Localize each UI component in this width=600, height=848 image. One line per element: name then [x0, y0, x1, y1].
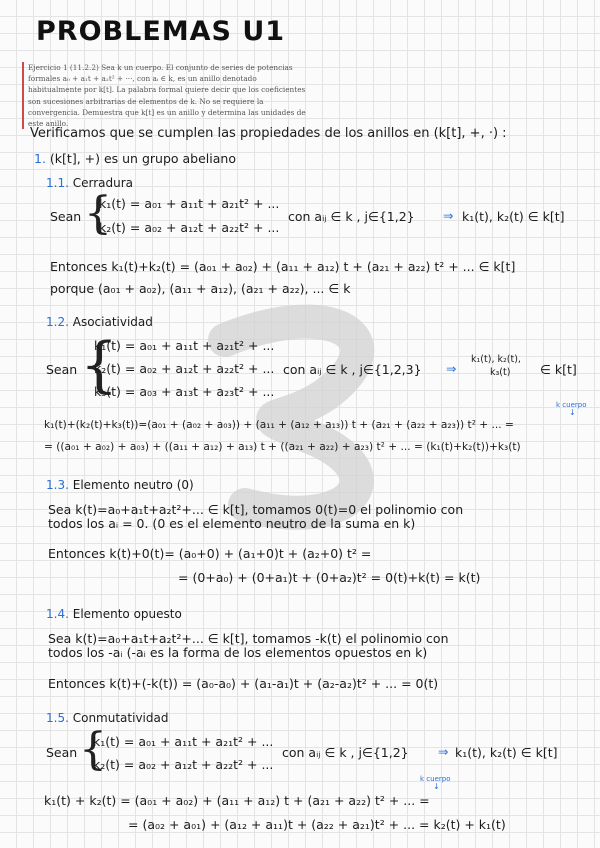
section-1-3-title: Elemento neutro (0) — [72, 478, 194, 492]
assoc-line-2: = ((a₀₁ + a₀₂) + a₀₃) + ((a₁₁ + a₁₂) + a₁₃) t + ((a₂₁ + a₂₂) + a₂₃) t² + ... = (k₁(t)+k₂(t))+k₃(t) — [44, 441, 521, 453]
implies-arrow: ⇒ — [443, 208, 454, 223]
k1-definition: k₁(t) = a₀₁ + a₁₁t + a₂₁t² + ... — [99, 196, 280, 211]
section-1-5-heading — [46, 711, 168, 725]
section-1-3-number: 1.3. — [46, 478, 69, 492]
section-1-3-heading — [46, 478, 194, 492]
k1-definition: k₁(t) = a₀₁ + a₁₁t + a₂₁t² + ... — [93, 734, 274, 749]
opposite-line-2: todos los -aᵢ (-aᵢ es la forma de los elementos opuestos en k) — [48, 645, 428, 660]
k-cuerpo-note: k cuerpo — [556, 401, 587, 409]
assoc-result-b: k₃(t) — [490, 367, 511, 378]
coefficient-condition: con aᵢⱼ ∈ k , j∈{1,2} — [288, 209, 415, 224]
closure-reason-line: porque (a₀₁ + a₀₂), (a₁₁ + a₁₂), (a₂₁ + a₂₂), ... ∈ k — [50, 281, 351, 296]
section-1-1-number: 1.1. — [46, 176, 69, 190]
sean-label: Sean — [50, 209, 82, 224]
coefficient-condition: con aᵢⱼ ∈ k , j∈{1,2,3} — [283, 362, 422, 377]
section-1-2-number: 1.2. — [46, 315, 69, 329]
implies-arrow: ⇒ — [446, 361, 457, 376]
implies-arrow: ⇒ — [438, 744, 449, 759]
section-1-2-title: Asociatividad — [72, 315, 153, 329]
k-cuerpo-note: k cuerpo — [420, 775, 451, 783]
section-1-1-title: Cerradura — [72, 176, 134, 190]
assoc-result-a: k₁(t), k₂(t), — [471, 354, 521, 365]
section-1-4-number: 1.4. — [46, 607, 69, 621]
page-title: PROBLEMAS U1 — [36, 16, 286, 47]
watermark-logo — [185, 300, 415, 530]
comm-result: k₁(t), k₂(t) ∈ k[t] — [455, 745, 558, 760]
assoc-result-c: ∈ k[t] — [540, 362, 577, 377]
k1-definition: k₁(t) = a₀₁ + a₁₁t + a₂₁t² + ... — [94, 338, 275, 353]
section-1-4-heading — [46, 607, 182, 621]
neutral-line-1: Sea k(t)=a₀+a₁t+a₂t²+... ∈ k[t], tomamos 0(t)=0 el polinomio con — [48, 502, 464, 517]
section-1-5-title: Conmutatividad — [72, 711, 169, 725]
assoc-line-1: k₁(t)+(k₂(t)+k₃(t))=(a₀₁ + (a₀₂ + a₀₃)) + (a₁₁ + (a₁₂ + a₁₃)) t + (a₂₁ + (a₂₂ + a₂₃)) t² + ... = — [44, 419, 514, 431]
section-1-number: 1. — [34, 151, 46, 166]
neutral-line-3: Entonces k(t)+0(t)= (a₀+0) + (a₁+0)t + (a₂+0) t² = — [48, 546, 372, 561]
k2-definition: k₂(t) = a₀₂ + a₁₂t + a₂₂t² + ... — [93, 757, 274, 772]
comm-line-1: k₁(t) + k₂(t) = (a₀₁ + a₀₂) + (a₁₁ + a₁₂) t + (a₂₁ + a₂₂) t² + ... = — [44, 793, 430, 808]
closure-sum-line: Entonces k₁(t)+k₂(t) = (a₀₁ + a₀₂) + (a₁₁ + a₁₂) t + (a₂₁ + a₂₂) t² + ... ∈ k[t] — [50, 259, 516, 274]
k2-definition: k₂(t) = a₀₂ + a₁₂t + a₂₂t² + ... — [94, 361, 275, 376]
exercise-excerpt: Ejercicio 1 (11.2.2) Sea k un cuerpo. El conjunto de series de potencias formales a₀ + a₁t + a₂t² + ···, con aᵢ ∈ k, es un anillo denotado habitualmente por k[t]. La palabra formal quiere decir que los coeficientes son sucesiones arbitrarias de elementos de k. No se requiere la convergencia. Demuestra que k[t] es un anillo y determina las unidades de este anillo. — [22, 62, 312, 129]
coefficient-condition: con aᵢⱼ ∈ k , j∈{1,2} — [282, 745, 409, 760]
brace: { — [84, 188, 112, 239]
section-1-title: (k[t], +) es un grupo abeliano — [49, 151, 236, 166]
arrow-down-icon: ↓ — [433, 782, 440, 791]
brace: { — [80, 330, 119, 400]
opposite-line-3: Entonces k(t)+(-k(t)) = (a₀-a₀) + (a₁-a₁)t + (a₂-a₂)t² + ... = 0(t) — [48, 676, 439, 691]
intro-text: Verificamos que se cumplen las propiedades de los anillos en (k[t], +, ·) : — [30, 126, 507, 141]
section-1-4-title: Elemento opuesto — [72, 607, 182, 621]
sean-label: Sean — [46, 362, 78, 377]
closure-result: k₁(t), k₂(t) ∈ k[t] — [462, 209, 565, 224]
neutral-line-4: = (0+a₀) + (0+a₁)t + (0+a₂)t² = 0(t)+k(t) = k(t) — [178, 570, 481, 585]
brace: { — [79, 724, 107, 775]
section-1-2-heading — [46, 315, 153, 329]
neutral-line-2: todos los aᵢ = 0. (0 es el elemento neutro de la suma en k) — [48, 516, 416, 531]
comm-line-2: = (a₀₂ + a₀₁) + (a₁₂ + a₁₁)t + (a₂₂ + a₂₁)t² + ... = k₂(t) + k₁(t) — [128, 817, 506, 832]
k2-definition: k₂(t) = a₀₂ + a₁₂t + a₂₂t² + ... — [99, 220, 280, 235]
opposite-line-1: Sea k(t)=a₀+a₁t+a₂t²+... ∈ k[t], tomamos -k(t) el polinomio con — [48, 631, 449, 646]
section-1-5-number: 1.5. — [46, 711, 69, 725]
k3-definition: k₃(t) = a₀₃ + a₁₃t + a₂₃t² + ... — [94, 384, 275, 399]
sean-label: Sean — [46, 745, 78, 760]
arrow-down-icon: ↓ — [569, 408, 576, 417]
section-1-heading — [34, 151, 236, 166]
